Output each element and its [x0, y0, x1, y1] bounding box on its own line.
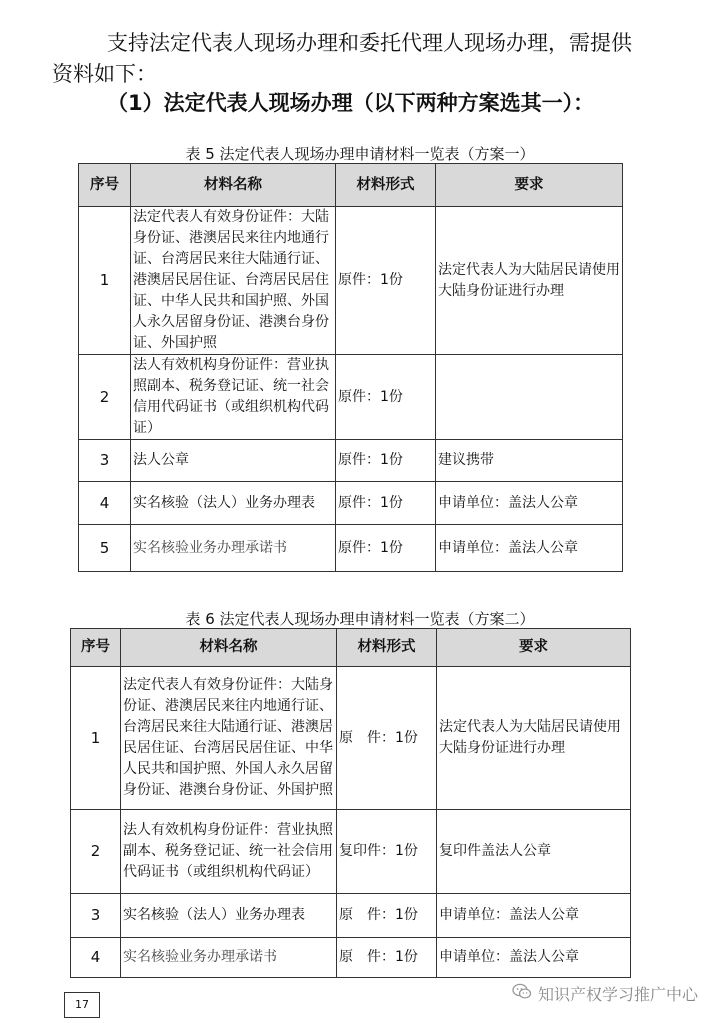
row-material-name: 实名核验（法人）业务办理表 — [131, 482, 336, 525]
row-material-form: 复印件：1份 — [337, 810, 437, 894]
table-row — [71, 667, 631, 810]
table-row — [71, 894, 631, 938]
row-index: 4 — [71, 938, 121, 978]
row-index: 2 — [79, 355, 131, 440]
row-material-name: 法人公章 — [131, 440, 336, 482]
header-material-name: 材料名称 — [131, 164, 336, 207]
row-index: 4 — [79, 482, 131, 525]
materials-table — [70, 628, 631, 978]
row-requirement: 申请单位：盖法人公章 — [437, 894, 631, 938]
row-requirement: 建议携带 — [436, 440, 623, 482]
row-index: 3 — [71, 894, 121, 938]
row-index: 3 — [79, 440, 131, 482]
table-row — [71, 938, 631, 978]
row-index: 2 — [71, 810, 121, 894]
header-requirement: 要求 — [436, 164, 623, 207]
table-row — [79, 440, 623, 482]
header-material-form: 材料形式 — [337, 629, 437, 667]
watermark — [512, 982, 698, 1005]
table-caption: 表 6 法定代表人现场办理申请材料一览表（方案二） — [185, 610, 535, 628]
watermark-text: 知识产权学习推广中心 — [537, 985, 698, 1004]
row-material-name: 法定代表人有效身份证件：大陆身份证、港澳居民来往内地通行证、台湾居民来往大陆通行证、港澳居民居住证、台湾居民居住证、中华人民共和国护照、外国人永久居留身份证、港澳台身份证、外国护照 — [131, 207, 336, 355]
row-requirement: 申请单位：盖法人公章 — [437, 938, 631, 978]
row-material-name: 法人有效机构身份证件：营业执照副本、税务登记证、统一社会信用代码证书（或组织机构代码证） — [121, 810, 337, 894]
row-index: 1 — [71, 667, 121, 810]
row-material-form: 原件：1份 — [336, 355, 436, 440]
table-caption: 表 5 法定代表人现场办理申请材料一览表（方案一） — [185, 145, 535, 163]
intro-paragraph: 支持法定代表人现场办理和委托代理人现场办理，需提供资料如下： — [52, 31, 632, 86]
row-material-form: 原件：1份 — [336, 207, 436, 355]
header-material-name: 材料名称 — [121, 629, 337, 667]
row-requirement — [436, 355, 623, 440]
row-material-name: 实名核验业务办理承诺书 — [131, 525, 336, 572]
row-material-form: 原件：1份 — [336, 525, 436, 572]
table-row — [79, 207, 623, 355]
page-number: 17 — [64, 992, 100, 1018]
row-requirement: 申请单位：盖法人公章 — [436, 482, 623, 525]
row-requirement: 法定代表人为大陆居民请使用大陆身份证进行办理 — [437, 667, 631, 810]
row-index: 5 — [79, 525, 131, 572]
row-material-name: 法人有效机构身份证件：营业执照副本、税务登记证、统一社会信用代码证书（或组织机构代码证） — [131, 355, 336, 440]
row-material-form: 原 件：1份 — [337, 938, 437, 978]
row-material-name: 实名核验业务办理承诺书 — [121, 938, 337, 978]
table-row — [79, 482, 623, 525]
section-heading: （1）法定代表人现场办理（以下两种方案选其一）： — [107, 91, 595, 115]
row-material-form: 原件：1份 — [336, 482, 436, 525]
row-index: 1 — [79, 207, 131, 355]
row-material-form: 原 件：1份 — [337, 667, 437, 810]
table-row — [71, 810, 631, 894]
table-row — [79, 355, 623, 440]
materials-table — [78, 163, 623, 572]
header-index: 序号 — [71, 629, 121, 667]
row-requirement: 复印件盖法人公章 — [437, 810, 631, 894]
row-material-name: 实名核验（法人）业务办理表 — [121, 894, 337, 938]
row-requirement: 申请单位：盖法人公章 — [436, 525, 623, 572]
row-requirement: 法定代表人为大陆居民请使用大陆身份证进行办理 — [436, 207, 623, 355]
header-requirement: 要求 — [437, 629, 631, 667]
wechat-icon — [512, 983, 538, 1004]
row-material-form: 原 件：1份 — [337, 894, 437, 938]
row-material-form: 原件：1份 — [336, 440, 436, 482]
row-material-name: 法定代表人有效身份证件：大陆身份证、港澳居民来往内地通行证、台湾居民来往大陆通行证、港澳居民居住证、台湾居民居住证、中华人民共和国护照、外国人永久居留身份证、港澳台身份证、外国护照 — [121, 667, 337, 810]
header-material-form: 材料形式 — [336, 164, 436, 207]
table-row — [79, 525, 623, 572]
header-index: 序号 — [79, 164, 131, 207]
